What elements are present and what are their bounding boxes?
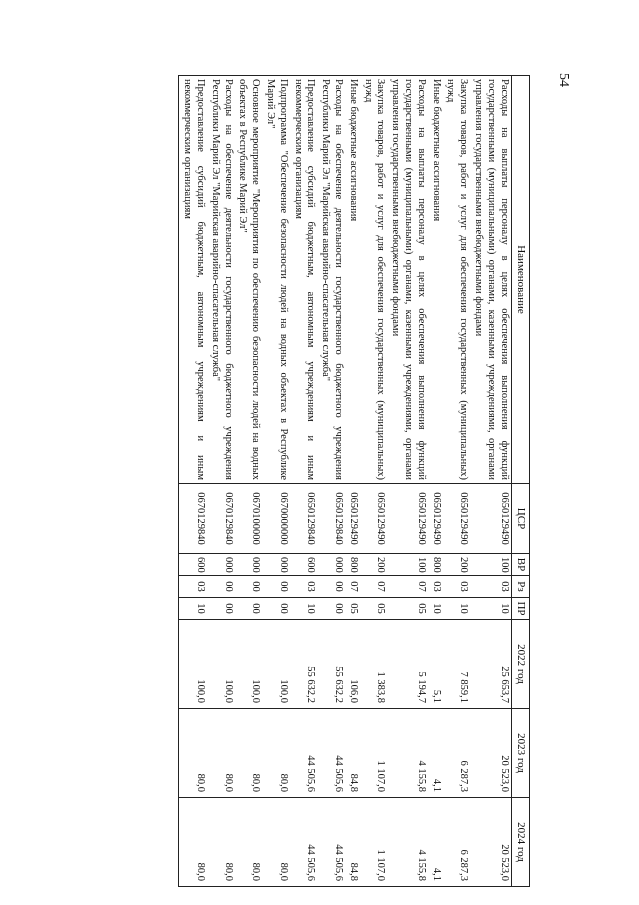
row-amount-2023: 80,0 bbox=[207, 709, 235, 798]
row-amount-2022: 100,0 bbox=[179, 620, 207, 709]
row-vr: 200 bbox=[360, 554, 388, 576]
row-name: Предоставление субсидий бюджетным, автономным учреждениям и иным некоммерческим организациям bbox=[290, 76, 318, 484]
row-name: Расходы на выплаты персоналу в целях обеспечения выполнения функций государственными (муниципальными) органами, казенными учреждениями, органами управления государственными внебюджетными фондами bbox=[470, 76, 511, 484]
header-csr: ЦСР bbox=[511, 484, 529, 554]
row-amount-2024: 80,0 bbox=[262, 798, 290, 887]
row-amount-2023: 44 505,6 bbox=[317, 709, 345, 798]
row-vr: 100 bbox=[387, 554, 427, 576]
row-rz: 03 bbox=[470, 576, 511, 598]
row-pr: 10 bbox=[290, 598, 318, 620]
row-rz: 03 bbox=[443, 576, 471, 598]
row-amount-2024: 44 505,6 bbox=[290, 798, 318, 887]
row-csr: 0670000000 bbox=[262, 484, 290, 554]
row-amount-2024: 80,0 bbox=[207, 798, 235, 887]
header-pr: ПР bbox=[511, 598, 529, 620]
row-amount-2024: 1 107,0 bbox=[360, 798, 388, 887]
row-amount-2023: 1 107,0 bbox=[360, 709, 388, 798]
row-pr: 10 bbox=[428, 598, 443, 620]
row-pr: 05 bbox=[360, 598, 388, 620]
table-row bbox=[387, 76, 427, 887]
row-vr: 600 bbox=[290, 554, 318, 576]
row-vr: 800 bbox=[345, 554, 360, 576]
table-row bbox=[345, 76, 360, 887]
row-amount-2023: 80,0 bbox=[235, 709, 263, 798]
table-row bbox=[262, 76, 290, 887]
table-header bbox=[511, 76, 529, 887]
row-amount-2024: 44 505,6 bbox=[317, 798, 345, 887]
row-amount-2023: 84,8 bbox=[345, 709, 360, 798]
row-rz: 07 bbox=[387, 576, 427, 598]
row-amount-2022: 5,1 bbox=[428, 620, 443, 709]
row-amount-2022: 25 653,7 bbox=[470, 620, 511, 709]
row-name: Расходы на обеспечение деятельности государственного бюджетного учреждения Республики Марий Эл "Марийская аварийно-спасательная служба" bbox=[317, 76, 345, 484]
row-csr: 0650129490 bbox=[387, 484, 427, 554]
table-row bbox=[207, 76, 235, 887]
row-amount-2023: 80,0 bbox=[262, 709, 290, 798]
row-pr: 05 bbox=[345, 598, 360, 620]
budget-table bbox=[178, 75, 530, 887]
table-row bbox=[235, 76, 263, 887]
row-amount-2022: 55 632,2 bbox=[290, 620, 318, 709]
row-amount-2024: 80,0 bbox=[179, 798, 207, 887]
row-amount-2023: 6 287,3 bbox=[443, 709, 471, 798]
row-vr: 100 bbox=[470, 554, 511, 576]
row-vr: 800 bbox=[428, 554, 443, 576]
row-rz: 07 bbox=[345, 576, 360, 598]
row-vr: 000 bbox=[262, 554, 290, 576]
row-rz: 03 bbox=[290, 576, 318, 598]
row-csr: 0650129490 bbox=[428, 484, 443, 554]
row-pr: 10 bbox=[470, 598, 511, 620]
row-pr: 00 bbox=[317, 598, 345, 620]
row-pr: 10 bbox=[179, 598, 207, 620]
header-row bbox=[511, 76, 529, 887]
row-amount-2024: 4 155,8 bbox=[387, 798, 427, 887]
table-row bbox=[428, 76, 443, 887]
row-pr: 00 bbox=[262, 598, 290, 620]
row-csr: 0650129490 bbox=[360, 484, 388, 554]
row-amount-2023: 4 155,8 bbox=[387, 709, 427, 798]
row-rz: 07 bbox=[360, 576, 388, 598]
row-name: Предоставление субсидий бюджетным, автономным учреждениям и иным некоммерческим организациям bbox=[179, 76, 207, 484]
row-amount-2024: 84,8 bbox=[345, 798, 360, 887]
row-pr: 00 bbox=[207, 598, 235, 620]
row-csr: 0650129490 bbox=[470, 484, 511, 554]
row-name: Иные бюджетные ассигнования bbox=[345, 76, 360, 484]
page-number: 54 bbox=[556, 73, 571, 87]
row-amount-2024: 80,0 bbox=[235, 798, 263, 887]
row-amount-2023: 20 523,0 bbox=[470, 709, 511, 798]
row-csr: 0670129840 bbox=[179, 484, 207, 554]
row-pr: 00 bbox=[235, 598, 263, 620]
header-2024: 2024 год bbox=[511, 798, 529, 887]
row-amount-2022: 1 383,8 bbox=[360, 620, 388, 709]
row-csr: 0650129490 bbox=[345, 484, 360, 554]
row-rz: 00 bbox=[207, 576, 235, 598]
row-vr: 600 bbox=[179, 554, 207, 576]
row-pr: 10 bbox=[443, 598, 471, 620]
header-name: Наименование bbox=[511, 76, 529, 484]
table-body bbox=[179, 76, 511, 887]
header-vr: ВР bbox=[511, 554, 529, 576]
table-row bbox=[179, 76, 207, 887]
row-rz: 00 bbox=[262, 576, 290, 598]
row-name: Закупка товаров, работ и услуг для обеспечения государственных (муниципальных) нужд bbox=[443, 76, 471, 484]
table-row bbox=[360, 76, 388, 887]
row-amount-2024: 20 523,0 bbox=[470, 798, 511, 887]
row-rz: 00 bbox=[317, 576, 345, 598]
row-rz: 03 bbox=[428, 576, 443, 598]
row-name: Расходы на обеспечение деятельности государственного бюджетного учреждения Республики Марий Эл "Марийская аварийно-спасательная служба" bbox=[207, 76, 235, 484]
row-name: Подпрограмма "Обеспечение безопасности людей на водных объектах в Республике Марий Эл" bbox=[262, 76, 290, 484]
table-row bbox=[317, 76, 345, 887]
row-amount-2024: 4,1 bbox=[428, 798, 443, 887]
table-row bbox=[443, 76, 471, 887]
row-amount-2022: 100,0 bbox=[235, 620, 263, 709]
row-name: Закупка товаров, работ и услуг для обеспечения государственных (муниципальных) нужд bbox=[360, 76, 388, 484]
row-amount-2023: 80,0 bbox=[179, 709, 207, 798]
row-name: Иные бюджетные ассигнования bbox=[428, 76, 443, 484]
row-csr: 0650129840 bbox=[317, 484, 345, 554]
row-amount-2024: 6 287,3 bbox=[443, 798, 471, 887]
row-csr: 0670129840 bbox=[207, 484, 235, 554]
header-rz: Рз bbox=[511, 576, 529, 598]
row-amount-2022: 5 194,7 bbox=[387, 620, 427, 709]
row-vr: 200 bbox=[443, 554, 471, 576]
row-amount-2022: 106,0 bbox=[345, 620, 360, 709]
row-rz: 00 bbox=[235, 576, 263, 598]
row-amount-2023: 44 505,6 bbox=[290, 709, 318, 798]
row-vr: 000 bbox=[235, 554, 263, 576]
row-amount-2022: 7 859,1 bbox=[443, 620, 471, 709]
row-pr: 05 bbox=[387, 598, 427, 620]
header-2023: 2023 год bbox=[511, 709, 529, 798]
table-row bbox=[290, 76, 318, 887]
row-csr: 0650129490 bbox=[443, 484, 471, 554]
row-csr: 0670100000 bbox=[235, 484, 263, 554]
row-rz: 03 bbox=[179, 576, 207, 598]
row-amount-2022: 55 632,2 bbox=[317, 620, 345, 709]
row-amount-2023: 4,1 bbox=[428, 709, 443, 798]
row-amount-2022: 100,0 bbox=[262, 620, 290, 709]
row-vr: 000 bbox=[317, 554, 345, 576]
header-2022: 2022 год bbox=[511, 620, 529, 709]
table-row bbox=[470, 76, 511, 887]
row-name: Основное мероприятие "Мероприятия по обеспечению безопасности людей на водных объектах в Республике Марий Эл" bbox=[235, 76, 263, 484]
row-name: Расходы на выплаты персоналу в целях обеспечения выполнения функций государственными (муниципальными) органами, казенными учреждениями, органами управления государственными внебюджетными фондами bbox=[387, 76, 427, 484]
row-csr: 0650129840 bbox=[290, 484, 318, 554]
row-vr: 000 bbox=[207, 554, 235, 576]
budget-table-container bbox=[105, 75, 530, 881]
row-amount-2022: 100,0 bbox=[207, 620, 235, 709]
